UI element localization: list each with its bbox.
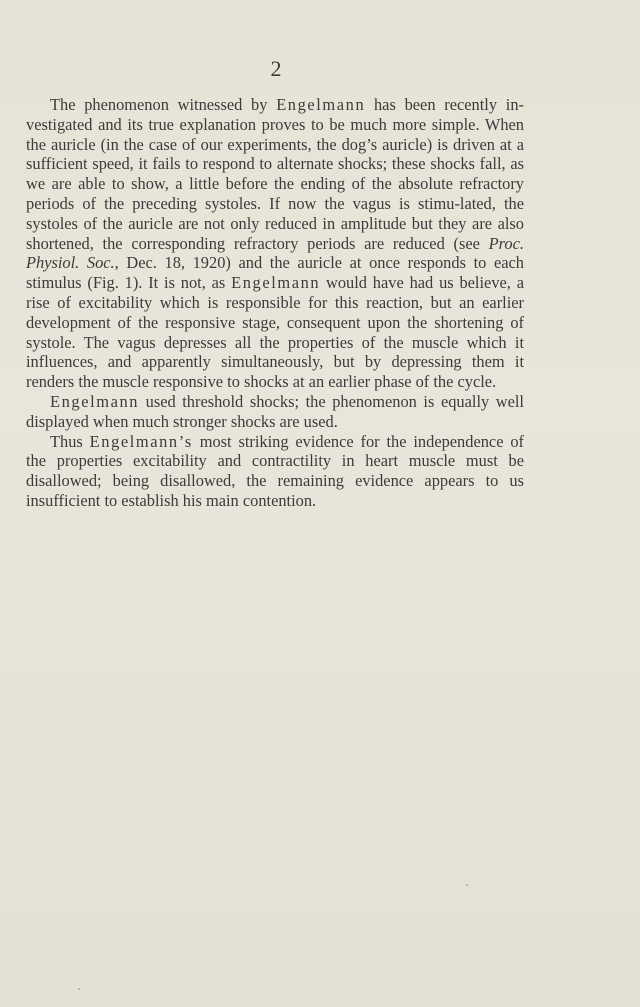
paragraph-1-text-d: would have had us believe, a rise of excitability which is responsible for this reaction, but an earlier development of the responsive stage, consequent upon the shortening of systole. The vagus depresses all the properties of the muscle which it influences, and apparently simultaneously, but by depressing them it renders the muscle responsive to shocks at an earlier phase of the cycle. bbox=[26, 273, 524, 392]
paragraph-2 bbox=[26, 392, 524, 432]
author-name-engelmann: Engelmann bbox=[50, 391, 140, 411]
body-text bbox=[26, 95, 524, 511]
paper-speck bbox=[466, 884, 468, 886]
author-name-engelmann: Engelmann bbox=[231, 273, 321, 293]
paragraph-1-text-c: , Dec. 18, 1920) and the auricle at once responds to each stimulus (Fig. 1). It is not, as bbox=[26, 253, 524, 293]
paragraph-2-text: used threshold shocks; the phenomenon is equally well displayed when much stronger shocks are used. bbox=[26, 391, 524, 431]
author-name-engelmann: Engelmann bbox=[276, 95, 366, 114]
page-number: 2 bbox=[270, 56, 282, 81]
citation-proc-physiol-soc: Proc. Physiol. Soc. bbox=[26, 233, 524, 273]
paragraph-1-text-a: The phenomenon witnessed by bbox=[50, 95, 277, 114]
author-name-engelmanns: Engelmann’s bbox=[89, 431, 193, 451]
paragraph-1 bbox=[26, 95, 524, 392]
paper-speck bbox=[78, 988, 80, 990]
paragraph-3 bbox=[26, 432, 524, 511]
paragraph-3-text-b: most striking evidence for the independence of the properties excitability and contractility in heart muscle must be disallowed; being disallowed, the remaining evidence appears to us insufficient to establish his main contention. bbox=[26, 431, 524, 510]
paragraph-1-text-b: has been recently in-vestigated and its true explanation proves to be much more simple. When the auricle (in the case of our experiments, the dog’s auricle) is driven at a sufficient speed, it fails to respond to alternate shocks; these shocks fall, as we are able to show, a little before the ending of the absolute refractory periods of the preceding systoles. If now the vagus is stimu-lated, the systoles of the auricle are not only reduced in amplitude but they are also shortened, the corresponding refractory periods are reduced (see bbox=[26, 95, 525, 253]
paragraph-3-text-a: Thus bbox=[50, 431, 90, 451]
